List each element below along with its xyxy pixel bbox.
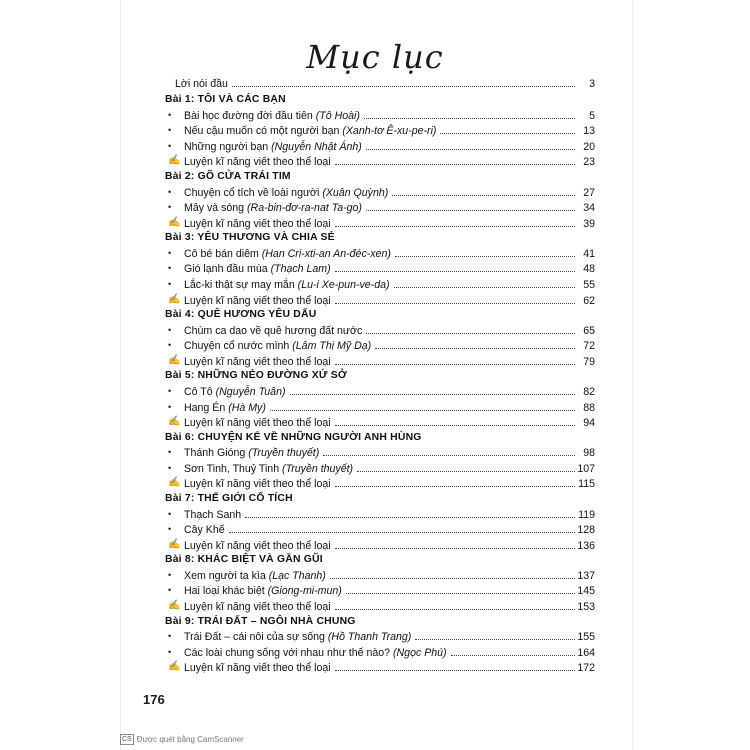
scanner-watermark xyxy=(120,734,244,745)
toc-entry-page: 48 xyxy=(583,263,595,276)
toc-entry-page: 27 xyxy=(583,186,595,199)
toc-entry xyxy=(165,505,595,521)
toc-entry xyxy=(165,260,595,276)
dot-leader xyxy=(357,470,575,472)
toc-entry-title: Luyện kĩ năng viết theo thể loại xyxy=(184,294,331,307)
bullet-icon: • xyxy=(168,247,172,258)
bullet-icon: • xyxy=(168,386,172,396)
toc-entry-title: Chuyện cổ nước mình xyxy=(184,340,290,353)
page-title: Mục lục xyxy=(306,38,444,76)
toc-entry-title: Luyện kĩ năng viết theo thể loại xyxy=(184,662,331,675)
toc-entry-title: Cô bé bán diêm xyxy=(184,247,259,260)
toc-entry-author: (Lạc Thanh) xyxy=(268,569,326,582)
toc-entry-title: Gió lạnh đầu mùa xyxy=(184,263,268,276)
toc-entry-page: 39 xyxy=(583,217,595,230)
toc-entry xyxy=(165,398,595,414)
dot-leader xyxy=(364,117,575,119)
toc-entry-label xyxy=(184,110,362,122)
toc-entry-page: 119 xyxy=(578,508,595,521)
toc-entry xyxy=(165,382,595,398)
lesson-heading xyxy=(165,552,595,567)
toc-entry-page: 94 xyxy=(583,417,595,430)
dot-leader xyxy=(375,347,575,349)
toc-entry-label xyxy=(184,601,333,613)
lesson-heading xyxy=(165,429,595,444)
toc-entry-page: 115 xyxy=(578,478,595,491)
dot-leader xyxy=(270,409,575,411)
bullet-icon: • xyxy=(168,585,172,596)
toc-intro-label: Lời nói đầu xyxy=(175,77,228,90)
pen-icon: ✍ xyxy=(168,354,181,366)
dot-leader xyxy=(335,225,575,227)
dot-leader xyxy=(290,393,576,395)
toc-entry-label xyxy=(184,263,333,275)
toc-entry-label xyxy=(184,463,355,475)
toc-entry-page: 128 xyxy=(577,524,595,537)
bullet-icon: • xyxy=(168,202,172,213)
toc-entry-label xyxy=(184,647,449,659)
toc-entry-label xyxy=(184,125,438,137)
toc-entry-page: 136 xyxy=(577,539,595,552)
lesson-heading-label: Bài 7: THẾ GIỚI CỔ TÍCH xyxy=(165,492,293,504)
toc-entry-label xyxy=(184,187,390,199)
bullet-icon: • xyxy=(168,279,172,290)
pen-icon: ✍ xyxy=(168,600,181,612)
bullet-icon: • xyxy=(168,340,172,351)
dot-leader xyxy=(335,163,575,165)
toc-entry xyxy=(165,414,595,430)
toc-entry-title: Thạch Sanh xyxy=(184,508,242,521)
toc-entry-author: (Giong-mi-mun) xyxy=(267,585,342,598)
toc-entry-label xyxy=(184,340,373,352)
bullet-icon: • xyxy=(168,524,172,535)
bullet-icon: • xyxy=(168,125,172,136)
toc-entry-title: Luyện kĩ năng viết theo thể loại xyxy=(184,539,331,552)
toc-entry xyxy=(165,536,595,552)
dot-leader xyxy=(330,577,575,579)
toc-entry-title: Lắc-ki thật sự may mắn xyxy=(184,279,295,292)
dot-leader xyxy=(232,85,575,87)
toc-entry-title: Thánh Gióng xyxy=(184,447,246,460)
dot-leader xyxy=(366,332,575,334)
toc-entry-label xyxy=(184,478,333,490)
toc-entry-label xyxy=(184,570,328,582)
dot-leader xyxy=(415,638,575,640)
toc-entry-label xyxy=(184,417,333,429)
bullet-icon: • xyxy=(168,569,172,580)
toc-entry-title: Những người bạn xyxy=(184,140,269,153)
dot-leader xyxy=(245,516,575,518)
toc-entry-title: Các loài chung sống với nhau như thế nào? xyxy=(184,646,391,659)
toc-entry xyxy=(165,444,595,460)
bullet-icon: • xyxy=(168,508,172,519)
toc-entry xyxy=(165,659,595,675)
dot-leader xyxy=(335,302,575,304)
toc-entry-label xyxy=(184,248,393,260)
toc-entry-label xyxy=(184,386,288,398)
toc-entry-title: Nếu cậu muốn có một người bạn xyxy=(184,125,340,138)
toc-entry-label xyxy=(184,325,364,337)
bullet-icon: • xyxy=(168,140,172,151)
bullet-icon: • xyxy=(168,324,172,335)
bullet-icon: • xyxy=(168,109,172,120)
pen-icon: ✍ xyxy=(168,155,181,167)
toc-entry-label xyxy=(184,662,333,674)
scanner-text: Được quét bằng CamScanner xyxy=(136,735,244,744)
toc-entry-label xyxy=(184,447,321,459)
toc-entry-title: Luyện kĩ năng viết theo thể loại xyxy=(184,417,331,430)
toc-entry xyxy=(165,275,595,291)
toc-entry xyxy=(165,244,595,260)
dot-leader xyxy=(335,669,575,671)
lesson-heading-label: Bài 2: GÕ CỬA TRÁI TIM xyxy=(165,170,291,182)
lesson-heading xyxy=(165,307,595,322)
toc-entry xyxy=(165,582,595,598)
pen-icon: ✍ xyxy=(168,661,181,673)
toc-entry-label xyxy=(184,141,364,153)
toc-entry-page: 153 xyxy=(577,601,595,614)
toc-entry-label xyxy=(184,295,333,307)
toc-entry-title: Sơn Tinh, Thuỷ Tinh xyxy=(184,462,280,475)
pen-icon: ✍ xyxy=(168,538,181,550)
toc-entry-label xyxy=(184,540,333,552)
toc-entry xyxy=(165,153,595,169)
toc-entry xyxy=(165,183,595,199)
toc-entry-author: (Ra-bin-đơ-ra-nat Ta-go) xyxy=(247,202,362,215)
lesson-heading xyxy=(165,168,595,183)
dot-leader xyxy=(395,255,575,257)
toc-entry-title: Luyện kĩ năng viết theo thể loại xyxy=(184,217,331,230)
toc-entry-author: (Thạch Lam) xyxy=(270,263,331,276)
page-edge-left xyxy=(120,0,121,750)
toc-entry-title: Hai loại khác biệt xyxy=(184,585,265,598)
toc-entry-page: 20 xyxy=(583,140,595,153)
toc-entry-page: 65 xyxy=(583,324,595,337)
toc-entry-label xyxy=(184,402,268,414)
dot-leader xyxy=(335,485,575,487)
toc-entry-author: (Truyền thuyết) xyxy=(282,462,354,475)
toc-entry xyxy=(165,459,595,475)
bullet-icon: • xyxy=(168,186,172,197)
toc-entry-label xyxy=(184,156,333,168)
toc-entry xyxy=(165,521,595,537)
toc-entry-author: (Hồ Thanh Trang) xyxy=(327,631,412,644)
pen-icon: ✍ xyxy=(168,416,181,428)
dot-leader xyxy=(366,209,575,211)
toc-entry-page: 137 xyxy=(577,569,595,582)
toc-entry-page: 145 xyxy=(577,585,595,598)
toc-entry-author: (Lu-i Xe-pun-ve-da) xyxy=(297,279,390,292)
toc-entry xyxy=(165,106,595,122)
dot-leader xyxy=(346,592,575,594)
pen-icon: ✍ xyxy=(168,216,181,228)
lesson-heading xyxy=(165,230,595,245)
dot-leader xyxy=(335,363,575,365)
toc-entry xyxy=(165,566,595,582)
toc-entry-page: 88 xyxy=(583,401,595,414)
toc-entry xyxy=(165,122,595,138)
bullet-icon: • xyxy=(168,447,172,458)
dot-leader xyxy=(335,424,575,426)
toc-entry-title: Luyện kĩ năng viết theo thể loại xyxy=(184,601,331,614)
toc-entry xyxy=(165,643,595,659)
toc-entry-author: (Xanh-tơ Ê-xu-pe-ri) xyxy=(342,125,437,138)
dot-leader xyxy=(229,531,575,533)
lesson-heading xyxy=(165,368,595,383)
toc-entry-author: (Han Cri-xti-an An-đéc-xen) xyxy=(261,247,391,260)
toc-entry-page: 98 xyxy=(583,447,595,460)
toc-entry-title: Luyện kĩ năng viết theo thể loại xyxy=(184,478,331,491)
toc-entry-author: (Xuân Quỳnh) xyxy=(322,186,389,199)
toc-entry-page: 41 xyxy=(583,247,595,260)
toc-entry-title: Chuyện cổ tích về loài người xyxy=(184,186,320,199)
dot-leader xyxy=(335,270,575,272)
toc-entry xyxy=(165,337,595,353)
table-of-contents xyxy=(165,74,595,674)
toc-entry-author: (Hà My) xyxy=(228,401,266,414)
bullet-icon: • xyxy=(168,401,172,412)
lesson-heading-label: Bài 8: KHÁC BIỆT VÀ GẦN GŨI xyxy=(165,554,323,566)
toc-intro-row xyxy=(165,74,595,90)
lesson-heading xyxy=(165,490,595,505)
toc-entry-page: 82 xyxy=(583,386,595,398)
toc-entry xyxy=(165,137,595,153)
toc-entry-label xyxy=(184,631,413,643)
dot-leader xyxy=(323,454,575,456)
toc-entry xyxy=(165,628,595,644)
toc-entry xyxy=(165,321,595,337)
toc-entry-title: Cô Tô xyxy=(184,386,213,398)
toc-entry-title: Hang Én xyxy=(184,401,226,414)
dot-leader xyxy=(335,547,575,549)
toc-entry-page: 107 xyxy=(577,462,595,475)
page-number: 176 xyxy=(143,692,165,707)
toc-entry-author: (Lâm Thị Mỹ Dạ) xyxy=(292,340,372,353)
toc-entry xyxy=(165,352,595,368)
bullet-icon: • xyxy=(168,462,172,473)
toc-entry-title: Bài học đường đời đầu tiên xyxy=(184,109,313,122)
bullet-icon: • xyxy=(168,631,172,642)
toc-entry-page: 72 xyxy=(583,340,595,353)
dot-leader xyxy=(451,654,575,656)
toc-entry-label xyxy=(184,279,392,291)
toc-entry-title: Mây và sóng xyxy=(184,202,245,215)
bullet-icon: • xyxy=(168,646,172,657)
toc-entry-title: Cây Khế xyxy=(184,524,225,537)
dot-leader xyxy=(440,132,575,134)
camscanner-logo-icon: CS xyxy=(122,736,132,743)
toc-entry-page: 5 xyxy=(589,109,595,122)
lesson-heading-label: Bài 6: CHUYỆN KỂ VỀ NHỮNG NGƯỜI ANH HÙNG xyxy=(165,431,422,443)
toc-intro-page: 3 xyxy=(589,77,595,90)
toc-entry-page: 164 xyxy=(577,646,595,659)
toc-entry-label xyxy=(184,509,243,521)
dot-leader xyxy=(392,194,575,196)
toc-entry xyxy=(165,214,595,230)
toc-entry-page: 34 xyxy=(583,202,595,215)
lesson-heading-label: Bài 3: YÊU THƯƠNG VÀ CHIA SẺ xyxy=(165,232,335,244)
toc-entry-author: (Truyền thuyết) xyxy=(248,447,320,460)
lesson-heading xyxy=(165,613,595,628)
lesson-heading-label: Bài 5: NHỮNG NẺO ĐƯỜNG XỨ SỞ xyxy=(165,370,347,382)
toc-entry-title: Chùm ca dao về quê hương đất nước xyxy=(184,324,363,337)
bullet-icon: • xyxy=(168,263,172,274)
toc-entry-label xyxy=(184,218,333,230)
toc-entry-page: 155 xyxy=(577,631,595,644)
toc-entry-page: 79 xyxy=(583,355,595,368)
dot-leader xyxy=(335,608,575,610)
toc-entry-title: Luyện kĩ năng viết theo thể loại xyxy=(184,355,331,368)
toc-entry-label xyxy=(184,585,344,597)
toc-entry-author: (Tô Hoài) xyxy=(315,109,360,122)
lesson-heading-label: Bài 1: TÔI VÀ CÁC BẠN xyxy=(165,94,286,106)
toc-entry xyxy=(165,475,595,491)
toc-entry-page: 55 xyxy=(583,279,595,292)
dot-leader xyxy=(394,286,575,288)
page-edge-right xyxy=(632,0,633,750)
toc-entry-page: 13 xyxy=(583,125,595,138)
toc-entry-page: 62 xyxy=(583,294,595,307)
dot-leader xyxy=(366,148,575,150)
lesson-heading-label: Bài 4: QUÊ HƯƠNG YÊU DẤU xyxy=(165,309,317,321)
toc-entry xyxy=(165,199,595,215)
toc-entry xyxy=(165,291,595,307)
toc-entry-author: (Nguyễn Tuân) xyxy=(215,386,286,398)
toc-entry-label xyxy=(184,202,364,214)
toc-entry-label xyxy=(184,356,333,368)
pen-icon: ✍ xyxy=(168,293,181,305)
toc-entry-label xyxy=(184,524,227,536)
toc-entry xyxy=(165,597,595,613)
toc-entry-title: Xem người ta kìa xyxy=(184,569,266,582)
toc-entry-page: 23 xyxy=(583,156,595,169)
toc-entry-author: (Ngọc Phú) xyxy=(393,646,447,659)
toc-entry-author: (Nguyễn Nhật Ánh) xyxy=(271,140,362,153)
toc-entry-title: Trái Đất – cái nôi của sự sống xyxy=(184,631,325,644)
toc-entry-title: Luyện kĩ năng viết theo thể loại xyxy=(184,156,331,169)
toc-entry-page: 172 xyxy=(577,662,595,675)
lesson-heading-label: Bài 9: TRÁI ĐẤT – NGÔI NHÀ CHUNG xyxy=(165,615,356,627)
lesson-heading xyxy=(165,92,595,107)
pen-icon: ✍ xyxy=(168,477,181,489)
